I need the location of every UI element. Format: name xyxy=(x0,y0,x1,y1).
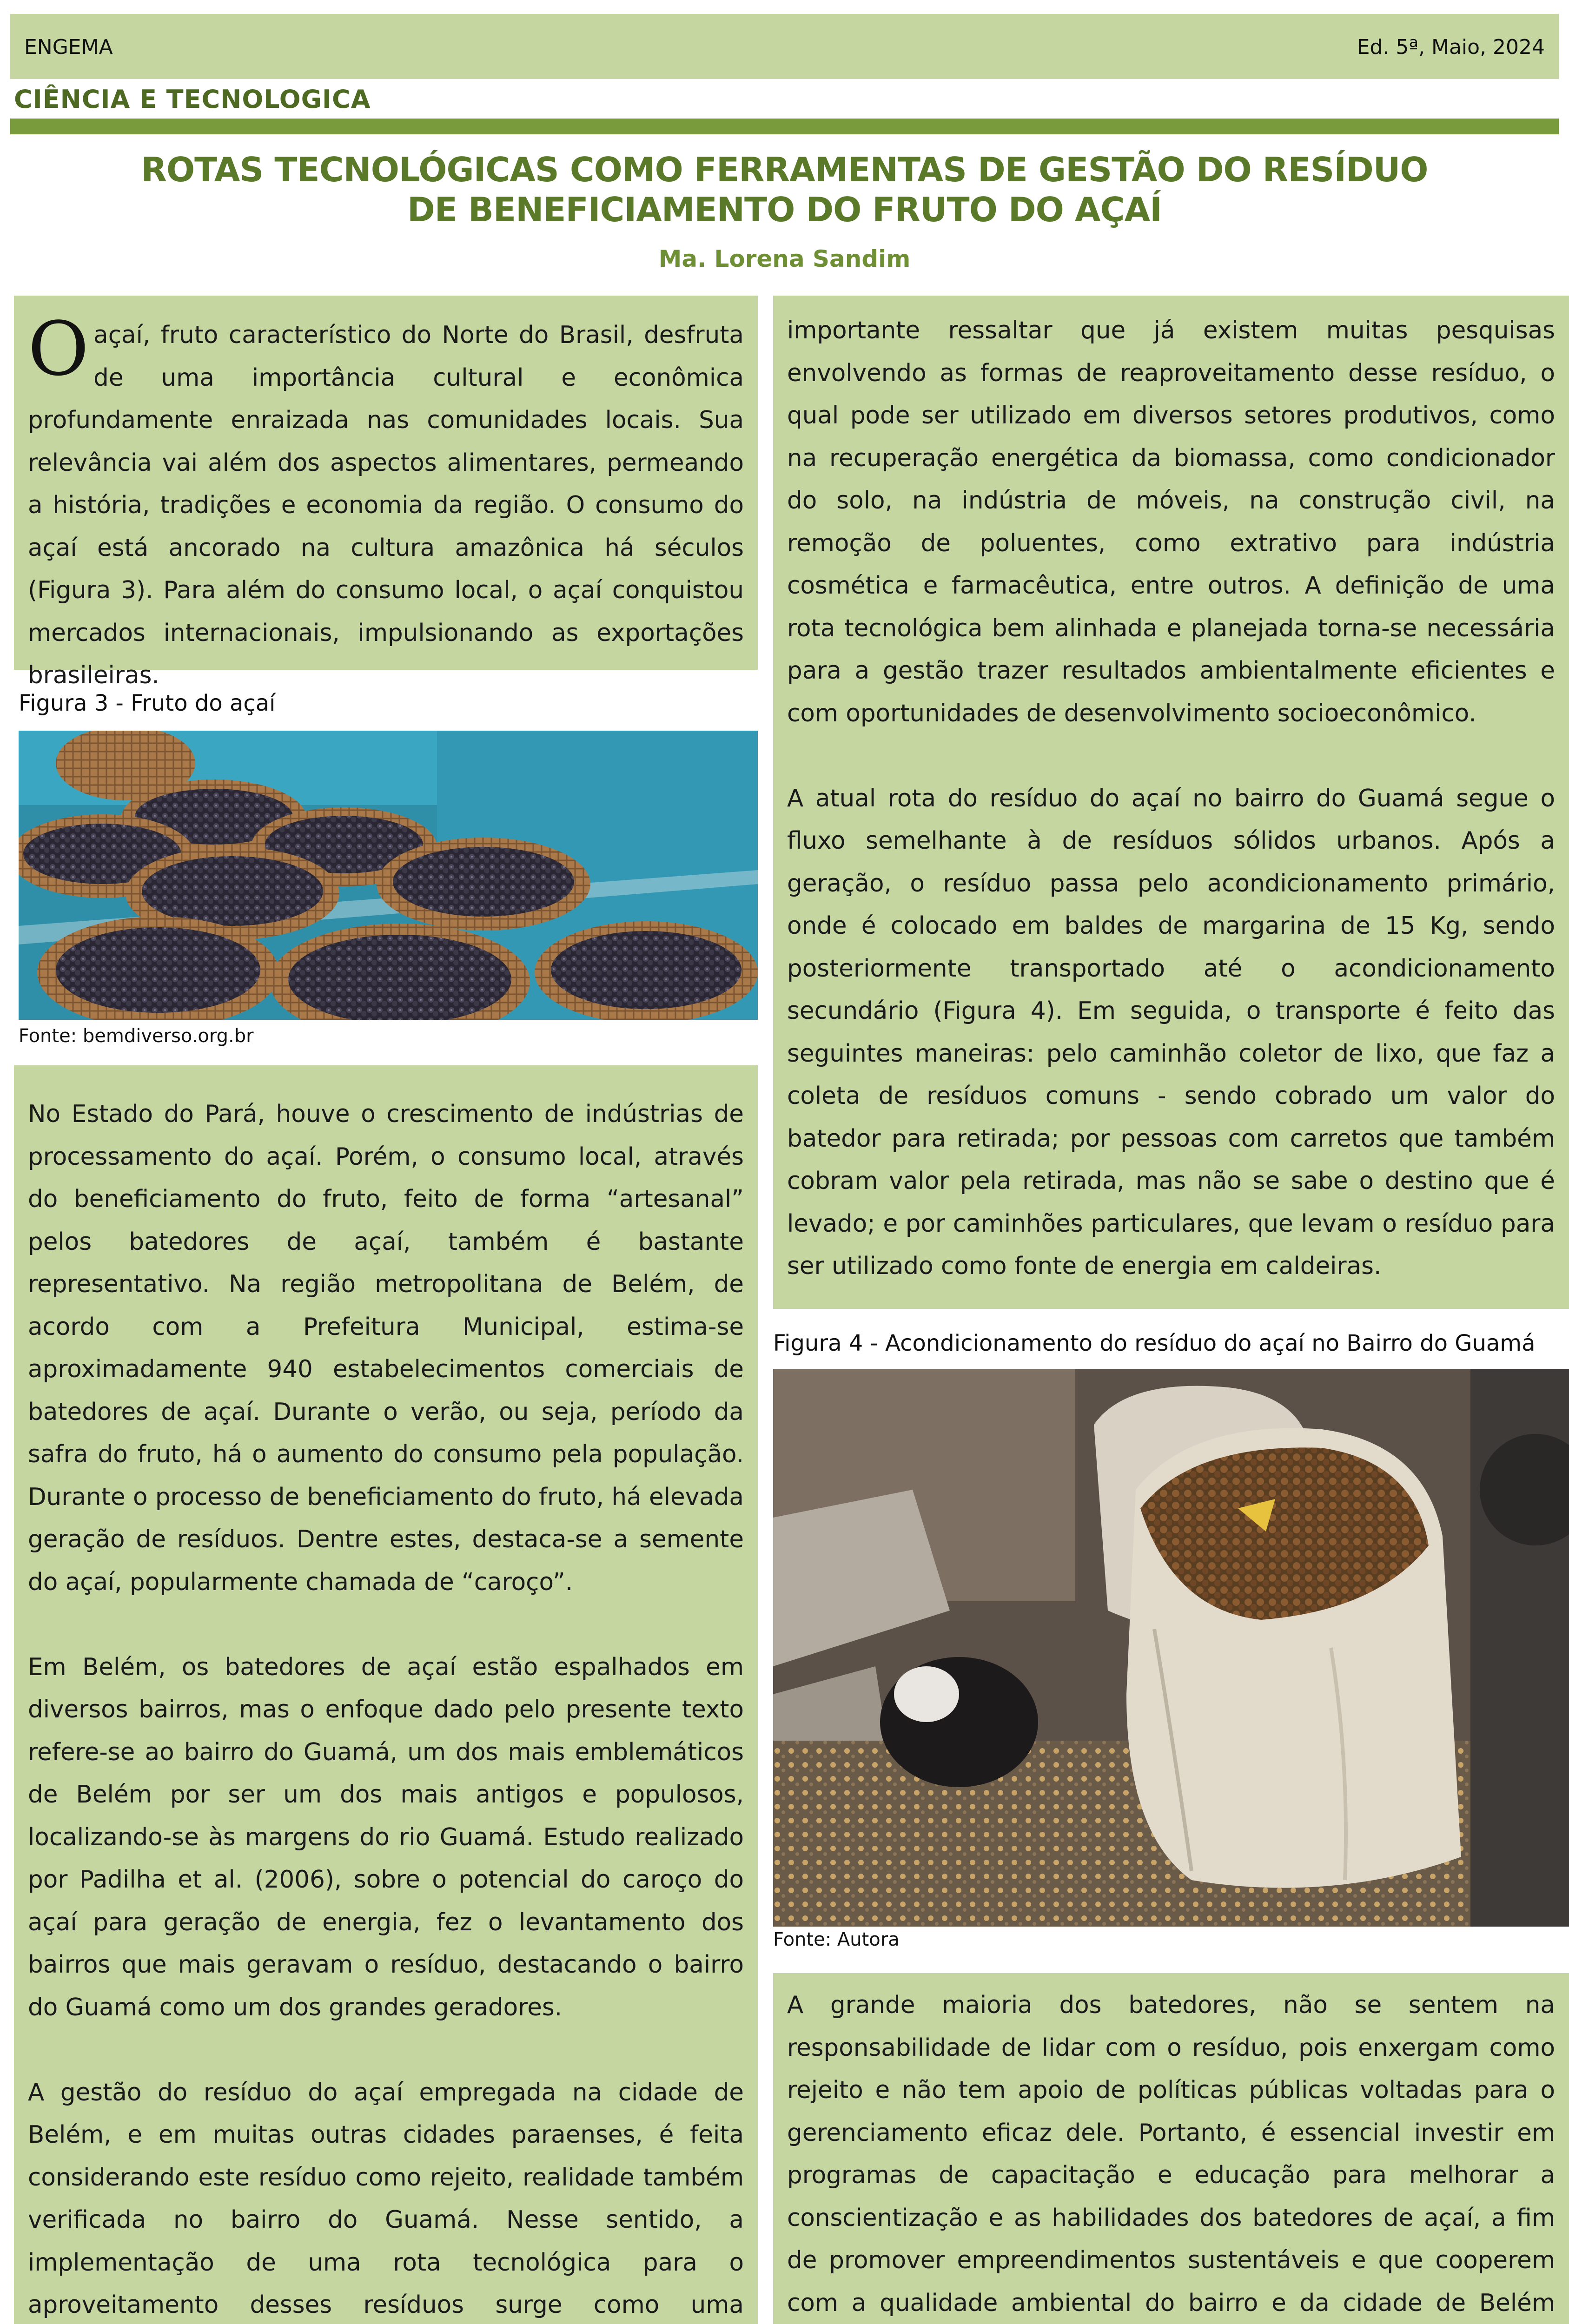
left-column-box xyxy=(14,1065,758,2324)
paragraph-residue-management: A gestão do resíduo do açaí empregada na cidade de Belém, e em muitas outras cidades paraenses, é feita considerando este resíduo como rejeito, realidade também verificada no bairro do Guamá. Nesse sentido, a implementação de uma rota tecnológica para o aproveitamento desses resíduos surge como uma xyxy=(28,2078,744,2319)
header-edition: Ed. 5ª, Maio, 2024 xyxy=(1357,35,1545,59)
figure4-source: Fonte: Autora xyxy=(773,1929,900,1950)
section-rule xyxy=(10,119,1559,134)
section-label: CIÊNCIA E TECNOLOGICA xyxy=(14,85,371,114)
right-column-box xyxy=(773,296,1569,1309)
figure4-image xyxy=(773,1369,1569,1927)
figure4-caption: Figura 4 - Acondicionamento do resíduo do açaí no Bairro do Guamá xyxy=(773,1330,1536,1356)
header-publication: ENGEMA xyxy=(24,35,113,59)
paragraph-belem-batedores: Em Belém, os batedores de açaí estão espalhados em diversos bairros, mas o enfoque dado pelo presente texto refere-se ao bairro do Guamá, um dos mais emblemáticos de Belém por ser um dos mais antigos e populosos, localizando-se às margens do rio Guamá. Estudo realizado por Padilha et al. (2006), sobre o potencial do caroço do açaí para geração de energia, fez o levantamento dos bairros que mais geravam o resíduo, destacando o bairro do Guamá como um dos grandes geradores. xyxy=(28,1653,744,2021)
article-title: ROTAS TECNOLÓGICAS COMO FERRAMENTAS DE GESTÃO DO RESÍDUO DE BENEFICIAMENTO DO FRUTO DO AÇAÍ xyxy=(141,150,1428,229)
figure3-caption: Figura 3 - Fruto do açaí xyxy=(19,690,276,716)
header-bar xyxy=(10,14,1559,79)
acai-baskets-illustration xyxy=(19,731,758,1020)
intro-paragraph xyxy=(28,305,744,697)
intro-box xyxy=(14,296,758,689)
paragraph-reuse-research: importante ressaltar que já existem muitas pesquisas envolvendo as formas de reaproveitamento desse resíduo, o qual pode ser utilizado em diversos setores produtivos, como na recuperação energética da biomassa, como condicionador do solo, na indústria de móveis, na construção civil, na remoção de poluentes, como extrativo para indústria cosmética e farmacêutica, entre outros. A definição de uma rota tecnológica bem alinhada e planejada torna-se necessária para a gestão trazer resultados ambientalmente eficientes e com oportunidades de desenvolvimento socioeconômico. xyxy=(787,317,1555,727)
drop-cap: O xyxy=(28,305,89,392)
residue-sacks-illustration xyxy=(773,1369,1569,1927)
intro-text: açaí, fruto característico do Norte do Brasil, desfruta de uma importância cultural e econômica profundamente enraizada nas comunidades locais. Sua relevância vai além dos aspectos alimentares, permeando a história, tradições e economia da região. O consumo do açaí está ancorado na cultura amazônica há séculos (Figura 3). Para além do consumo local, o açaí conquistou mercados internacionais, impulsionando as exportações brasileiras. xyxy=(28,321,744,689)
figure3-image xyxy=(19,731,758,1020)
conclusion-box xyxy=(773,1973,1569,2324)
article-author: Ma. Lorena Sandim xyxy=(658,245,911,272)
paragraph-para-industry: No Estado do Pará, houve o crescimento de indústrias de processamento do açaí. Porém, o consumo local, através do beneficiamento do fruto, feito de forma “artesanal” pelos batedores de açaí, também é bastante representativo. Na região metropolitana de Belém, de acordo com a Prefeitura Municipal, estima-se aproximadamente 940 estabelecimentos comerciais de batedores de açaí. Durante o verão, ou seja, período da safra do fruto, há o aumento do consumo pela população. Durante o processo de beneficiamento do fruto, há elevada geração de resíduos. Dentre estes, destaca-se a semente do açaí, popularmente chamada de “caroço”. xyxy=(28,1100,744,1596)
paragraph-conclusion: A grande maioria dos batedores, não se sentem na responsabilidade de lidar com o resíduo, pois enxergam como rejeito e não tem apoio de políticas públicas voltadas para o gerenciamento eficaz dele. Portanto, é essencial investir em programas de capacitação e educação para melhorar a conscientização e as habilidades dos batedores de açaí, a fim de promover empreendimentos sustentáveis e que cooperem com a qualidade ambiental do bairro e da cidade de Belém xyxy=(787,1991,1555,2317)
figure3-source: Fonte: bemdiverso.org.br xyxy=(19,1025,254,1047)
paragraph-current-route: A atual rota do resíduo do açaí no bairro do Guamá segue o fluxo semelhante à de resíduos sólidos urbanos. Após a geração, o resíduo passa pelo acondicionamento primário, onde é colocado em baldes de margarina de 15 Kg, sendo posteriormente transportado até o acondicionamento secundário (Figura 4). Em seguida, o transporte é feito das seguintes maneiras: pelo caminhão coletor de lixo, que faz a coleta de resíduos comuns - sendo cobrado um valor do batedor para retirada; por pessoas com carretos que também cobram valor pela retirada, mas não se sabe o destino que é levado; e por caminhões particulares, que levam o resíduo para ser utilizado como fonte de energia em caldeiras. xyxy=(787,784,1555,1280)
